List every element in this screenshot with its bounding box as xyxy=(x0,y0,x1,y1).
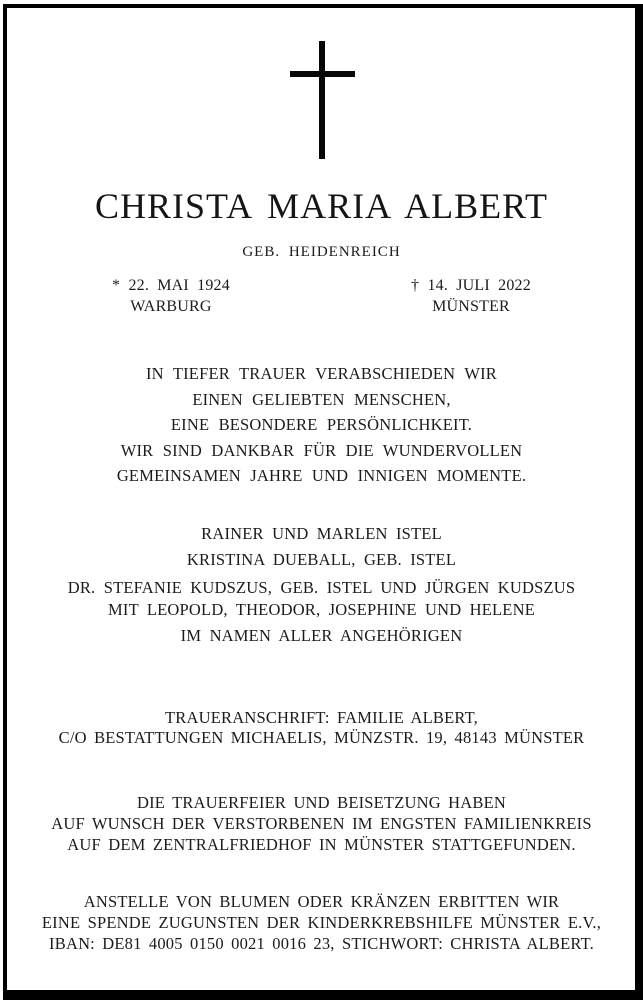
donation-line: IBAN: DE81 4005 0150 0021 0016 23, STICHWORT: CHRISTA ALBERT. xyxy=(49,934,594,953)
birth-date: 22. MAI 1924 xyxy=(128,277,230,294)
maiden-name: GEB. HEIDENREICH xyxy=(242,244,401,260)
condolence-paragraph xyxy=(10,361,633,489)
cross-vertical-bar xyxy=(319,41,325,159)
death-date-line xyxy=(360,275,582,296)
funeral-line: DIE TRAUERFEIER UND BEISETZUNG HABEN xyxy=(136,793,507,812)
death-symbol: † xyxy=(411,277,420,294)
death-info xyxy=(360,275,582,317)
mourner-line: MIT LEOPOLD, THEODOR, JOSEPHINE UND HELENE xyxy=(108,600,535,619)
birth-info xyxy=(60,275,282,317)
funeral-line: AUF DEM ZENTRALFRIEDHOF IN MÜNSTER STATTGEFUNDEN. xyxy=(67,835,576,854)
donation-request-block xyxy=(10,891,633,954)
address-line: C/O BESTATTUNGEN MICHAELIS, MÜNZSTR. 19, 48143 MÜNSTER xyxy=(58,727,585,747)
birth-date-line xyxy=(60,275,282,296)
mourner-line: KRISTINA DUEBALL, GEB. ISTEL xyxy=(186,550,457,569)
birth-place: WARBURG xyxy=(130,298,212,315)
mourners-closing-line: IM NAMEN ALLER ANGEHÖRIGEN xyxy=(180,626,463,645)
condolence-address-block xyxy=(10,708,633,747)
mourner-line: RAINER UND MARLEN ISTEL xyxy=(201,524,442,543)
condolence-line: EINEN GELIEBTEN MENSCHEN, xyxy=(192,389,451,409)
condolence-line: IN TIEFER TRAUER VERABSCHIEDEN WIR xyxy=(145,364,497,383)
death-place: MÜNSTER xyxy=(432,298,510,315)
latin-cross-icon xyxy=(290,41,355,159)
donation-line: ANSTELLE VON BLUMEN ODER KRÄNZEN ERBITTEN WIR xyxy=(83,892,560,911)
death-date: 14. JULI 2022 xyxy=(427,277,531,294)
funeral-line: AUF WUNSCH DER VERSTORBENEN IM ENGSTEN FAMILIENKREIS xyxy=(51,814,592,833)
donation-line: EINE SPENDE ZUGUNSTEN DER KINDERKREBSHILFE MÜNSTER E.V., xyxy=(41,913,602,932)
condolence-line: GEMEINSAMEN JAHRE UND INNIGEN MOMENTE. xyxy=(116,466,527,485)
condolence-line: WIR SIND DANKBAR FÜR DIE WUNDERVOLLEN xyxy=(120,440,523,460)
birth-symbol: * xyxy=(112,277,121,294)
condolence-line: EINE BESONDERE PERSÖNLICHKEIT. xyxy=(170,415,473,434)
cross-horizontal-bar xyxy=(290,71,355,77)
mourner-line: DR. STEFANIE KUDSZUS, GEB. ISTEL UND JÜRGEN KUDSZUS xyxy=(67,578,576,597)
deceased-name: CHRISTA MARIA ALBERT xyxy=(94,186,548,226)
funeral-notice-block xyxy=(10,792,633,855)
mourner-family-block xyxy=(10,577,633,621)
address-line: TRAUERANSCHRIFT: FAMILIE ALBERT, xyxy=(165,708,478,727)
